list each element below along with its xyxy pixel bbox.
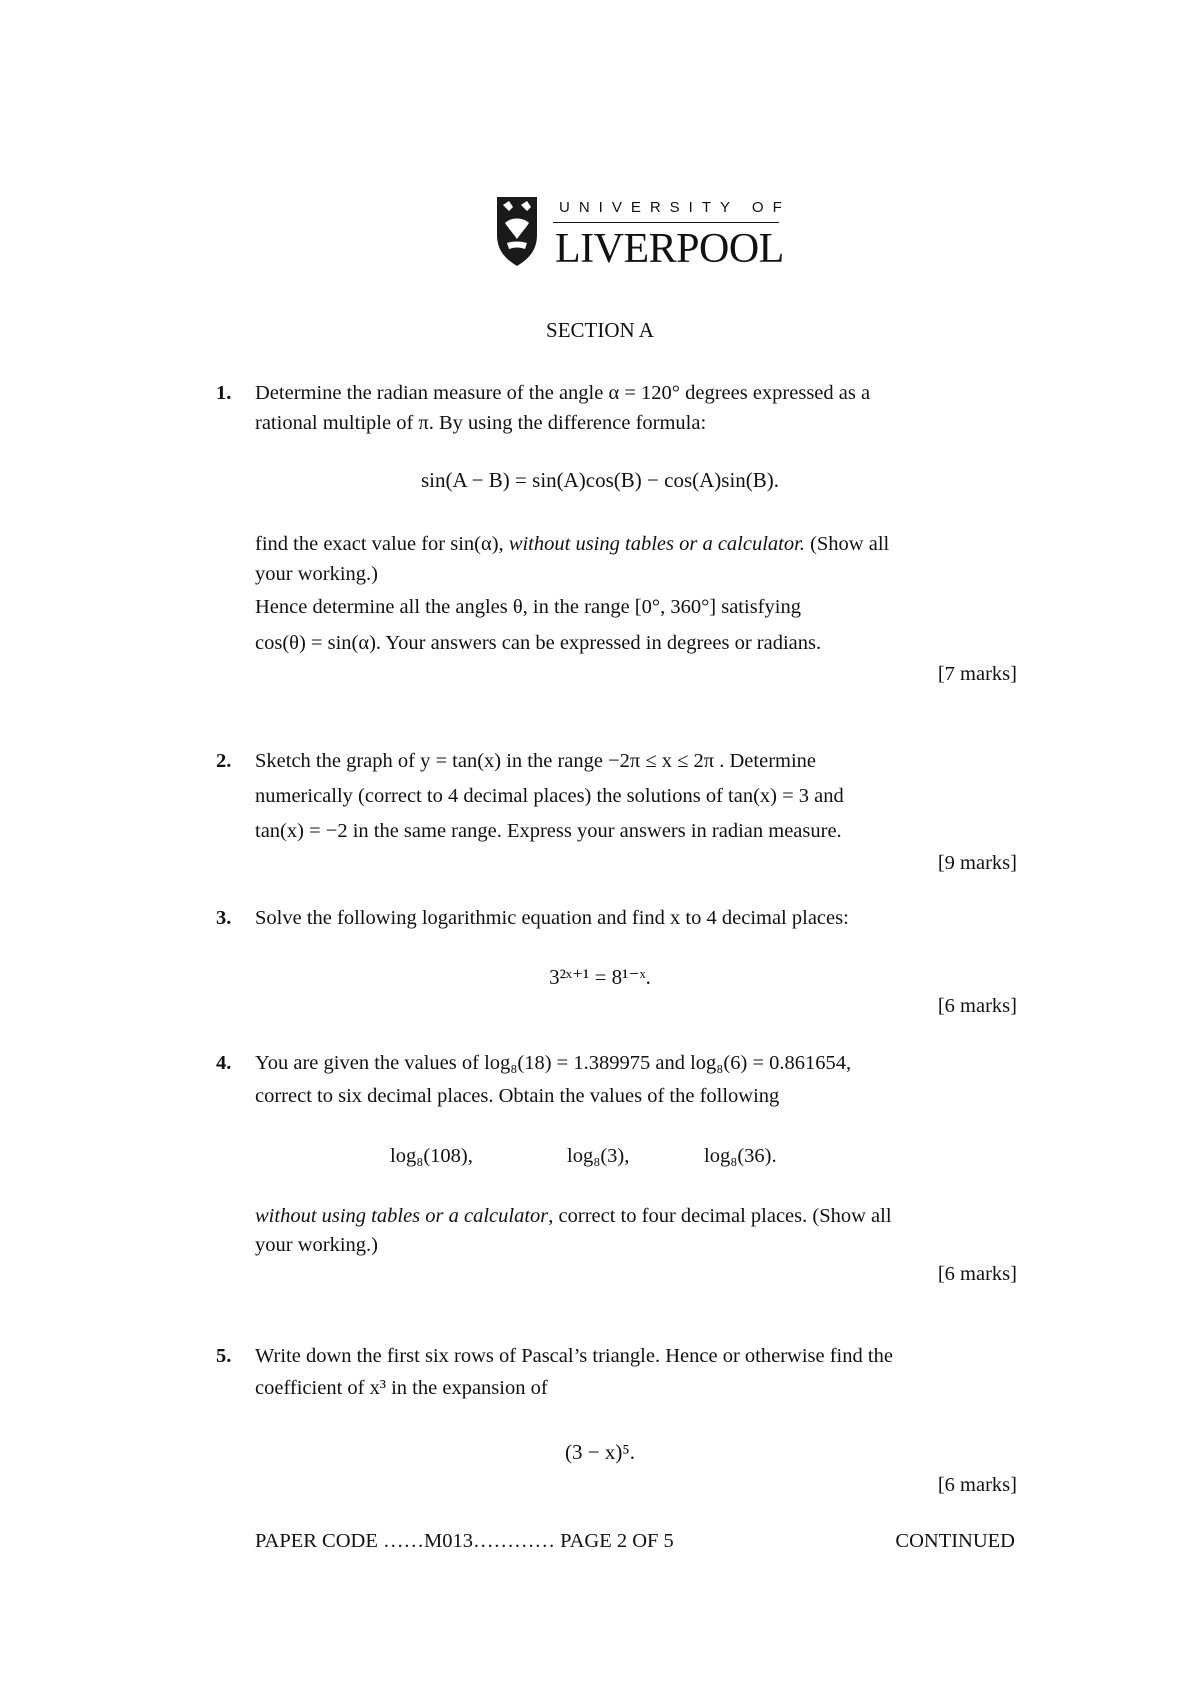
university-logo — [495, 195, 795, 275]
footer-continued: CONTINUED — [895, 1530, 1015, 1552]
q4-formula-2: log₈(3), — [567, 1145, 630, 1167]
q2-line-1: Sketch the graph of y = tan(x) in the range −2π ≤ x ≤ 2π . Determine — [255, 750, 817, 772]
section-title: SECTION A — [546, 318, 654, 342]
q4-number: 4. — [216, 1052, 232, 1074]
q1-line-5: Hence determine all the angles θ, in the range [0°, 360°] satisfying — [255, 596, 801, 618]
footer-paper-code: PAPER CODE ……M013………… PAGE 2 OF 5 — [255, 1530, 674, 1552]
q4-line-3 — [255, 1205, 892, 1228]
q5-line-1: Write down the first six rows of Pascal’s triangle. Hence or otherwise find the — [255, 1345, 893, 1367]
crest-icon — [495, 195, 539, 267]
q3-line-1: Solve the following logarithmic equation and find x to 4 decimal places: — [255, 907, 849, 929]
logo-rule — [553, 222, 779, 223]
q1-line-3 — [255, 533, 889, 556]
q4-marks: [6 marks] — [937, 1263, 1017, 1285]
q4-formula-1: log₈(108), — [390, 1145, 473, 1167]
q3-formula: 3²ˣ⁺¹ = 8¹⁻ˣ. — [549, 965, 651, 989]
q4-line-2: correct to six decimal places. Obtain the values of the following — [255, 1085, 780, 1107]
q4-formula-3: log₈(36). — [704, 1145, 777, 1167]
q1-number: 1. — [216, 382, 232, 404]
q4-line-1: You are given the values of log₈(18) = 1.389975 and log₈(6) = 0.861654, — [255, 1052, 852, 1074]
q1-line-3a: find the exact value for sin(α), — [255, 533, 509, 555]
q4-line-3a: without using tables or a calculator — [255, 1205, 549, 1227]
q2-number: 2. — [216, 750, 232, 772]
q1-marks: [7 marks] — [937, 663, 1017, 685]
q1-line-3b: without using tables or a calculator. — [508, 533, 805, 555]
q3-number: 3. — [216, 907, 232, 929]
q5-marks: [6 marks] — [937, 1474, 1017, 1496]
q1-line-4: your working.) — [255, 563, 378, 585]
q1-line-1: Determine the radian measure of the angle α = 120° degrees expressed as a — [255, 382, 871, 404]
q2-marks: [9 marks] — [937, 852, 1017, 874]
q2-line-2: numerically (correct to 4 decimal places) the solutions of tan(x) = 3 and — [255, 785, 844, 807]
logo-line-2: LIVERPOOL — [555, 226, 784, 272]
q5-number: 5. — [216, 1345, 232, 1367]
q4-line-4: your working.) — [255, 1234, 378, 1256]
q1-line-6: cos(θ) = sin(α). Your answers can be expressed in degrees or radians. — [255, 632, 822, 654]
q5-line-2: coefficient of x³ in the expansion of — [255, 1377, 548, 1399]
q3-marks: [6 marks] — [937, 995, 1017, 1017]
logo-line-1: UNIVERSITY OF — [559, 199, 791, 216]
q5-formula: (3 − x)⁵. — [565, 1440, 635, 1464]
q1-line-2: rational multiple of π. By using the difference formula: — [255, 412, 707, 434]
q2-line-3: tan(x) = −2 in the same range. Express your answers in radian measure. — [255, 820, 842, 842]
q4-line-3b: , correct to four decimal places. (Show all — [548, 1205, 892, 1227]
q1-formula: sin(A − B) = sin(A)cos(B) − cos(A)sin(B). — [420, 468, 780, 492]
q1-line-3c: (Show all — [804, 533, 890, 555]
